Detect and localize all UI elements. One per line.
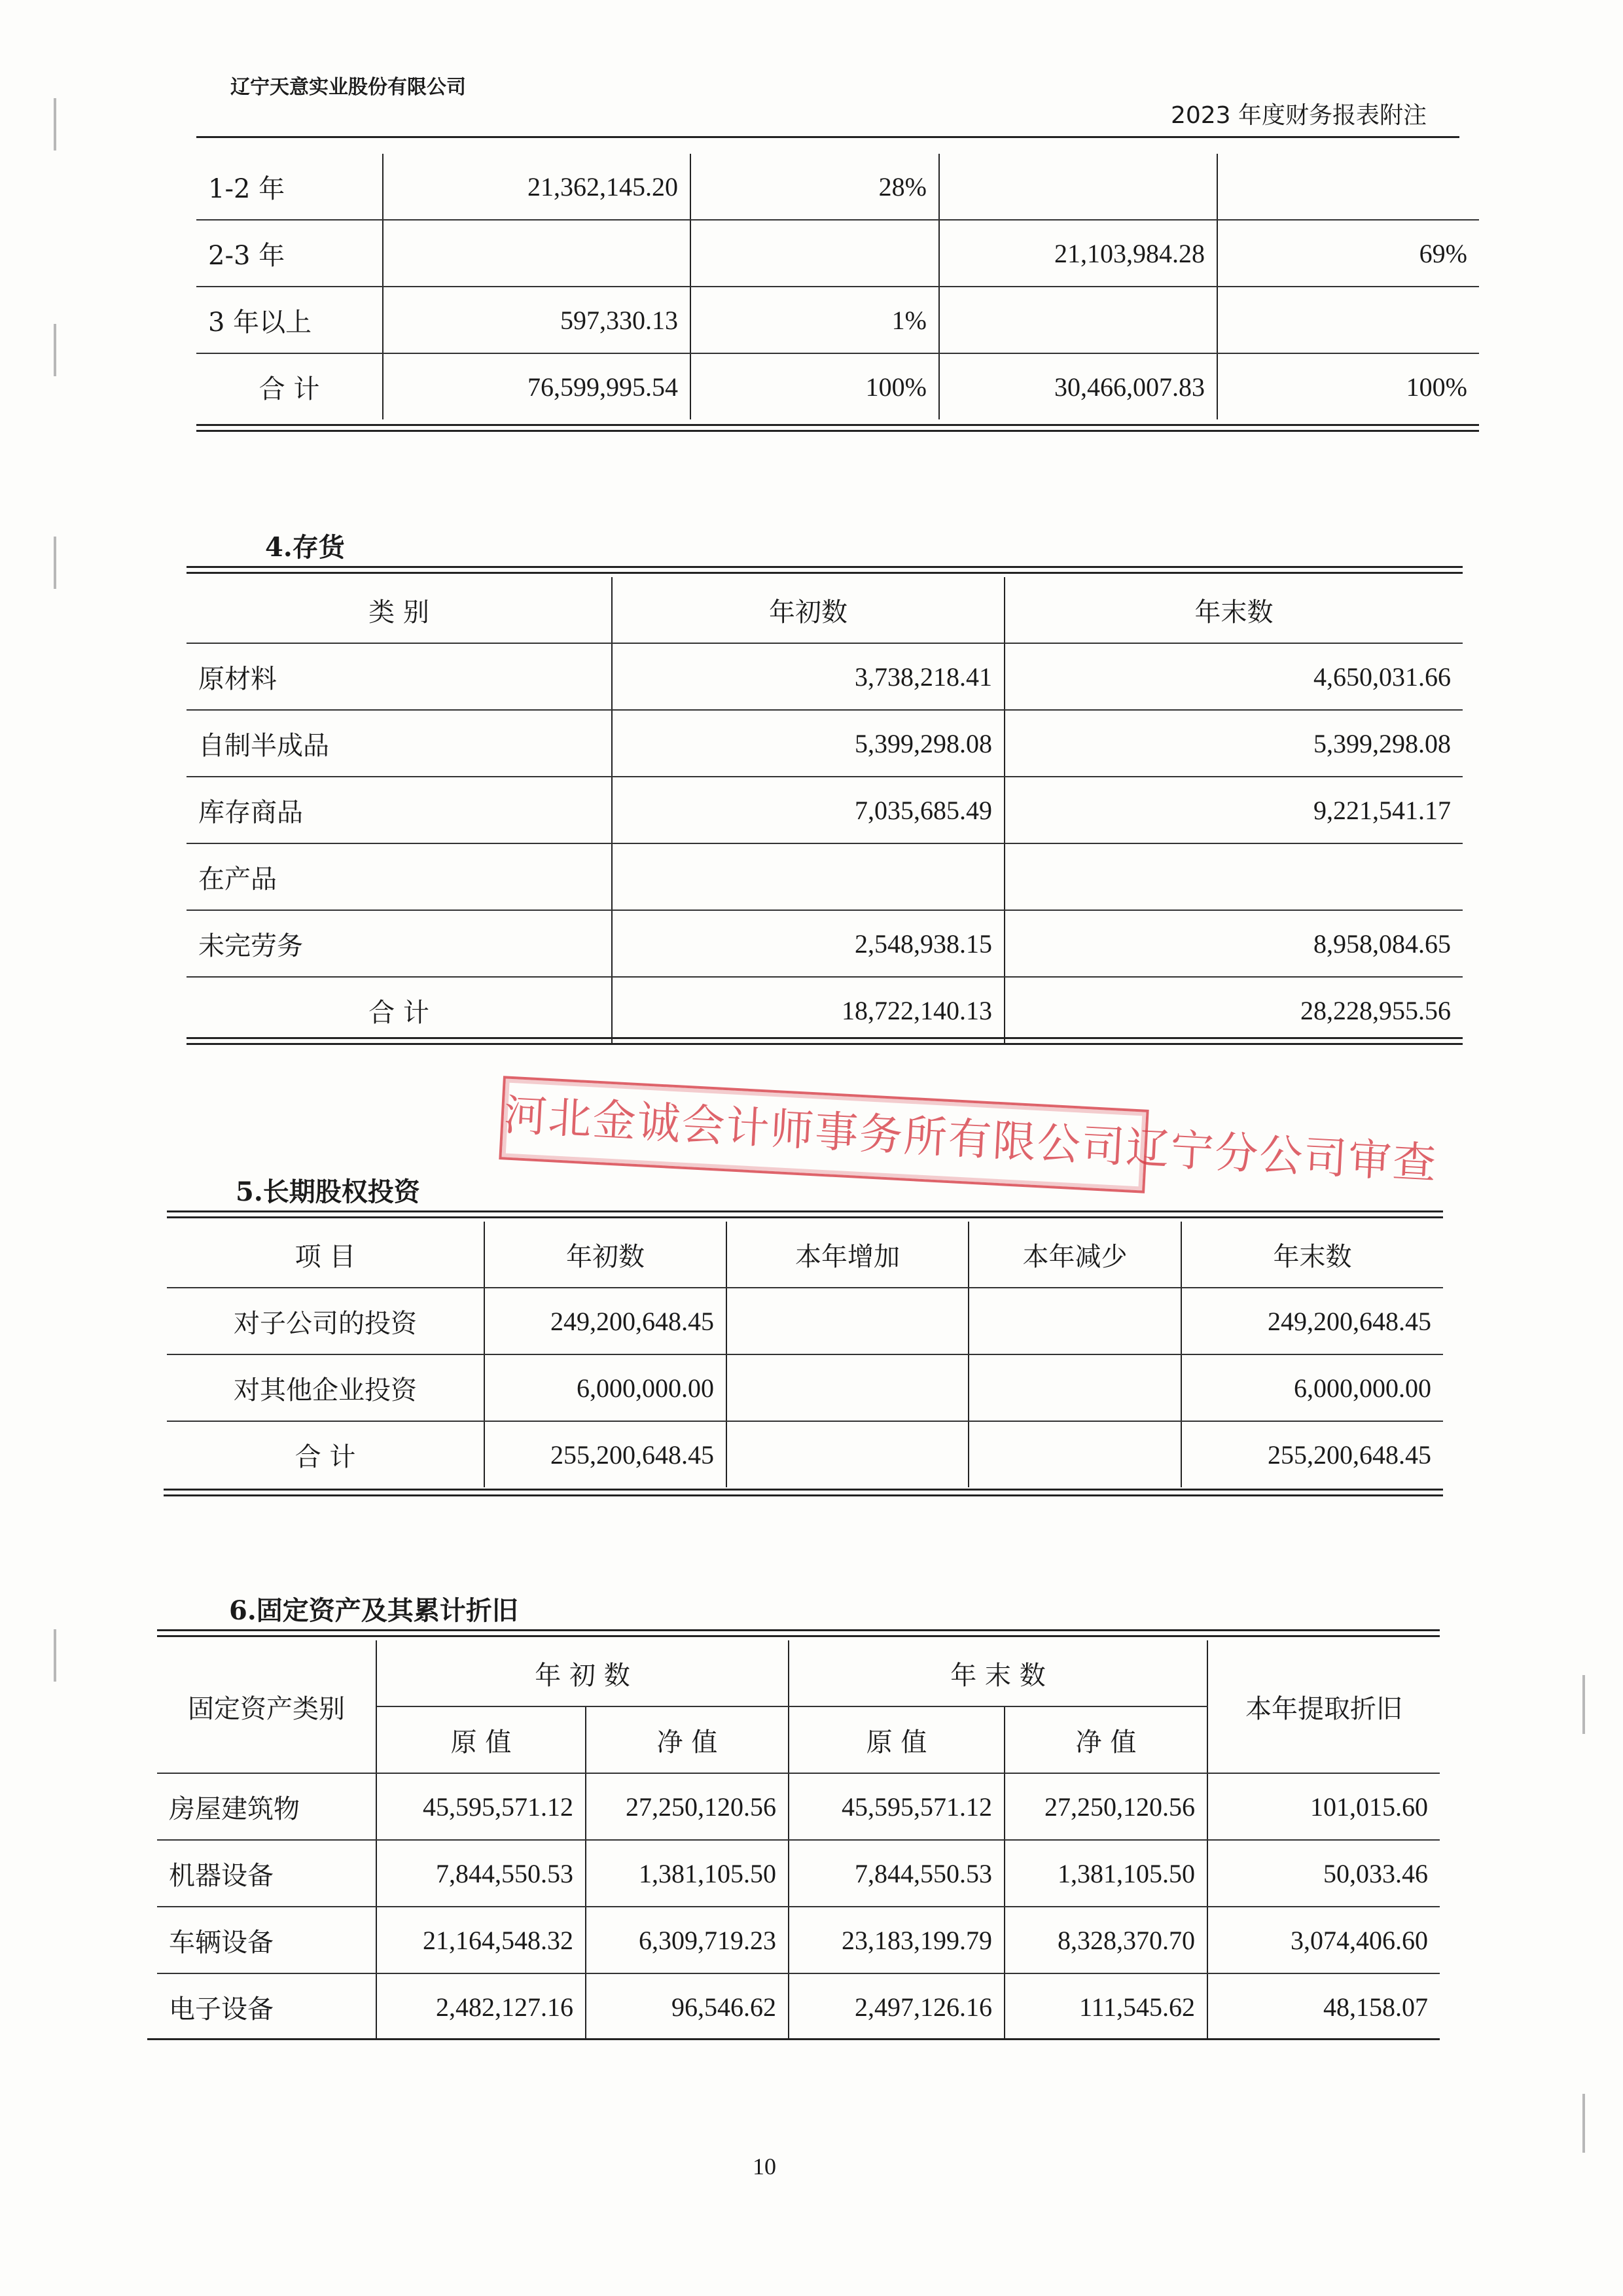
table-top-rule bbox=[157, 1629, 1440, 1637]
column-header: 原 值 bbox=[789, 1706, 1005, 1773]
table-row bbox=[187, 777, 1463, 843]
amount-cell bbox=[969, 1354, 1181, 1421]
table-row bbox=[196, 353, 1479, 419]
margin-mark bbox=[54, 324, 56, 376]
column-header: 固定资产类别 bbox=[157, 1640, 376, 1773]
equity-table bbox=[167, 1222, 1443, 1487]
row-label: 机器设备 bbox=[157, 1840, 376, 1907]
table-header-row bbox=[167, 1222, 1443, 1288]
company-name: 辽宁天意实业股份有限公司 bbox=[230, 76, 466, 99]
amount-cell: 45,595,571.12 bbox=[789, 1773, 1005, 1840]
table-row bbox=[157, 1773, 1440, 1840]
column-header: 净 值 bbox=[586, 1706, 789, 1773]
amount-cell bbox=[726, 1354, 969, 1421]
fixed-assets-table bbox=[157, 1640, 1440, 2040]
margin-mark bbox=[1582, 1675, 1585, 1734]
amount-cell: 21,164,548.32 bbox=[376, 1907, 586, 1973]
amount-cell bbox=[969, 1421, 1181, 1487]
column-header: 年初数 bbox=[612, 577, 1005, 643]
table-bottom-rule bbox=[147, 2038, 1440, 2040]
table-top-rule bbox=[167, 1210, 1443, 1218]
amount-cell: 6,000,000.00 bbox=[1181, 1354, 1443, 1421]
amount-cell: 9,221,541.17 bbox=[1005, 777, 1463, 843]
amount-cell: 249,200,648.45 bbox=[1181, 1288, 1443, 1354]
amount-cell: 23,183,199.79 bbox=[789, 1907, 1005, 1973]
total-label: 合 计 bbox=[187, 977, 612, 1043]
table-top-rule bbox=[187, 566, 1463, 574]
column-header: 本年增加 bbox=[726, 1222, 969, 1288]
amount-cell: 2,497,126.16 bbox=[789, 1973, 1005, 2040]
table-row bbox=[187, 910, 1463, 977]
margin-mark bbox=[54, 1629, 56, 1682]
amount-cell: 8,328,370.70 bbox=[1005, 1907, 1207, 1973]
total-label: 合 计 bbox=[196, 353, 383, 419]
amount-cell: 21,362,145.20 bbox=[383, 154, 690, 220]
amount-cell bbox=[939, 154, 1217, 220]
row-label: 1-2 年 bbox=[196, 154, 383, 220]
table-row bbox=[167, 1288, 1443, 1354]
inventory-table bbox=[187, 577, 1463, 1043]
column-header: 本年提取折旧 bbox=[1207, 1640, 1440, 1773]
row-label: 未完劳务 bbox=[187, 910, 612, 977]
row-label: 对子公司的投资 bbox=[167, 1288, 484, 1354]
table-header-row bbox=[187, 577, 1463, 643]
row-label: 自制半成品 bbox=[187, 710, 612, 777]
column-header: 类 别 bbox=[187, 577, 612, 643]
column-group-header: 年 初 数 bbox=[376, 1640, 789, 1706]
row-label: 对其他企业投资 bbox=[167, 1354, 484, 1421]
amount-cell: 1,381,105.50 bbox=[1005, 1840, 1207, 1907]
amount-cell: 45,595,571.12 bbox=[376, 1773, 586, 1840]
table-row bbox=[157, 1973, 1440, 2040]
total-label: 合 计 bbox=[167, 1421, 484, 1487]
row-label: 2-3 年 bbox=[196, 220, 383, 287]
margin-mark bbox=[1582, 2094, 1585, 2153]
amount-cell bbox=[726, 1288, 969, 1354]
column-header: 年末数 bbox=[1005, 577, 1463, 643]
table-row bbox=[167, 1421, 1443, 1487]
column-group-header: 年 末 数 bbox=[789, 1640, 1207, 1706]
amount-cell: 30,466,007.83 bbox=[939, 353, 1217, 419]
row-label: 3 年以上 bbox=[196, 287, 383, 353]
amount-cell: 28,228,955.56 bbox=[1005, 977, 1463, 1043]
percent-cell: 1% bbox=[690, 287, 939, 353]
amount-cell: 21,103,984.28 bbox=[939, 220, 1217, 287]
audit-stamp: 河北金诚会计师事务所有限公司辽宁分公司审查 bbox=[499, 1076, 1149, 1193]
table-row bbox=[196, 287, 1479, 353]
amount-cell: 101,015.60 bbox=[1207, 1773, 1440, 1840]
section-title-fixed-assets: 6.固定资产及其累计折旧 bbox=[229, 1595, 518, 1626]
table-row bbox=[187, 843, 1463, 910]
percent-cell bbox=[1217, 154, 1479, 220]
table-row bbox=[187, 710, 1463, 777]
amount-cell bbox=[969, 1288, 1181, 1354]
amount-cell: 2,482,127.16 bbox=[376, 1973, 586, 2040]
section-title-equity: 5.长期股权投资 bbox=[236, 1176, 420, 1207]
amount-cell: 1,381,105.50 bbox=[586, 1840, 789, 1907]
row-label: 电子设备 bbox=[157, 1973, 376, 2040]
amount-cell: 3,738,218.41 bbox=[612, 643, 1005, 710]
amount-cell bbox=[612, 843, 1005, 910]
amount-cell: 50,033.46 bbox=[1207, 1840, 1440, 1907]
table-row bbox=[157, 1840, 1440, 1907]
column-header: 年末数 bbox=[1181, 1222, 1443, 1288]
amount-cell: 27,250,120.56 bbox=[1005, 1773, 1207, 1840]
table-header-row bbox=[157, 1640, 1440, 1706]
column-header: 本年减少 bbox=[969, 1222, 1181, 1288]
row-label: 房屋建筑物 bbox=[157, 1773, 376, 1840]
amount-cell: 96,546.62 bbox=[586, 1973, 789, 2040]
amount-cell: 3,074,406.60 bbox=[1207, 1907, 1440, 1973]
amount-cell: 6,309,719.23 bbox=[586, 1907, 789, 1973]
amount-cell: 7,844,550.53 bbox=[376, 1840, 586, 1907]
amount-cell: 48,158.07 bbox=[1207, 1973, 1440, 2040]
percent-cell: 100% bbox=[690, 353, 939, 419]
margin-mark bbox=[54, 537, 56, 589]
percent-cell: 28% bbox=[690, 154, 939, 220]
amount-cell: 8,958,084.65 bbox=[1005, 910, 1463, 977]
report-title: 2023 年度财务报表附注 bbox=[1170, 102, 1427, 129]
row-label: 在产品 bbox=[187, 843, 612, 910]
column-header: 原 值 bbox=[376, 1706, 586, 1773]
amount-cell: 18,722,140.13 bbox=[612, 977, 1005, 1043]
amount-cell bbox=[1005, 843, 1463, 910]
amount-cell: 4,650,031.66 bbox=[1005, 643, 1463, 710]
amount-cell: 255,200,648.45 bbox=[484, 1421, 726, 1487]
table-row bbox=[187, 977, 1463, 1043]
percent-cell bbox=[1217, 287, 1479, 353]
page-number: 10 bbox=[753, 2153, 776, 2180]
amount-cell: 2,548,938.15 bbox=[612, 910, 1005, 977]
amount-cell: 111,545.62 bbox=[1005, 1973, 1207, 2040]
percent-cell bbox=[690, 220, 939, 287]
table-row bbox=[196, 220, 1479, 287]
table-bottom-rule bbox=[187, 1037, 1463, 1045]
row-label: 车辆设备 bbox=[157, 1907, 376, 1973]
amount-cell: 249,200,648.45 bbox=[484, 1288, 726, 1354]
table-row bbox=[187, 643, 1463, 710]
row-label: 库存商品 bbox=[187, 777, 612, 843]
amount-cell: 7,035,685.49 bbox=[612, 777, 1005, 843]
percent-cell: 100% bbox=[1217, 353, 1479, 419]
section-title-inventory: 4.存货 bbox=[265, 532, 345, 563]
column-header: 净 值 bbox=[1005, 1706, 1207, 1773]
aging-table bbox=[196, 154, 1479, 419]
table-bottom-rule bbox=[164, 1489, 1443, 1496]
amount-cell: 76,599,995.54 bbox=[383, 353, 690, 419]
table-row bbox=[196, 154, 1479, 220]
amount-cell: 6,000,000.00 bbox=[484, 1354, 726, 1421]
amount-cell: 255,200,648.45 bbox=[1181, 1421, 1443, 1487]
column-header: 年初数 bbox=[484, 1222, 726, 1288]
amount-cell: 27,250,120.56 bbox=[586, 1773, 789, 1840]
table-row bbox=[167, 1354, 1443, 1421]
column-header: 项 目 bbox=[167, 1222, 484, 1288]
amount-cell bbox=[383, 220, 690, 287]
amount-cell bbox=[939, 287, 1217, 353]
amount-cell bbox=[726, 1421, 969, 1487]
amount-cell: 5,399,298.08 bbox=[1005, 710, 1463, 777]
row-label: 原材料 bbox=[187, 643, 612, 710]
percent-cell: 69% bbox=[1217, 220, 1479, 287]
amount-cell: 5,399,298.08 bbox=[612, 710, 1005, 777]
table-bottom-rule bbox=[196, 424, 1479, 432]
amount-cell: 7,844,550.53 bbox=[789, 1840, 1005, 1907]
amount-cell: 597,330.13 bbox=[383, 287, 690, 353]
header-rule bbox=[196, 136, 1459, 138]
margin-mark bbox=[54, 98, 56, 150]
table-row bbox=[157, 1907, 1440, 1973]
